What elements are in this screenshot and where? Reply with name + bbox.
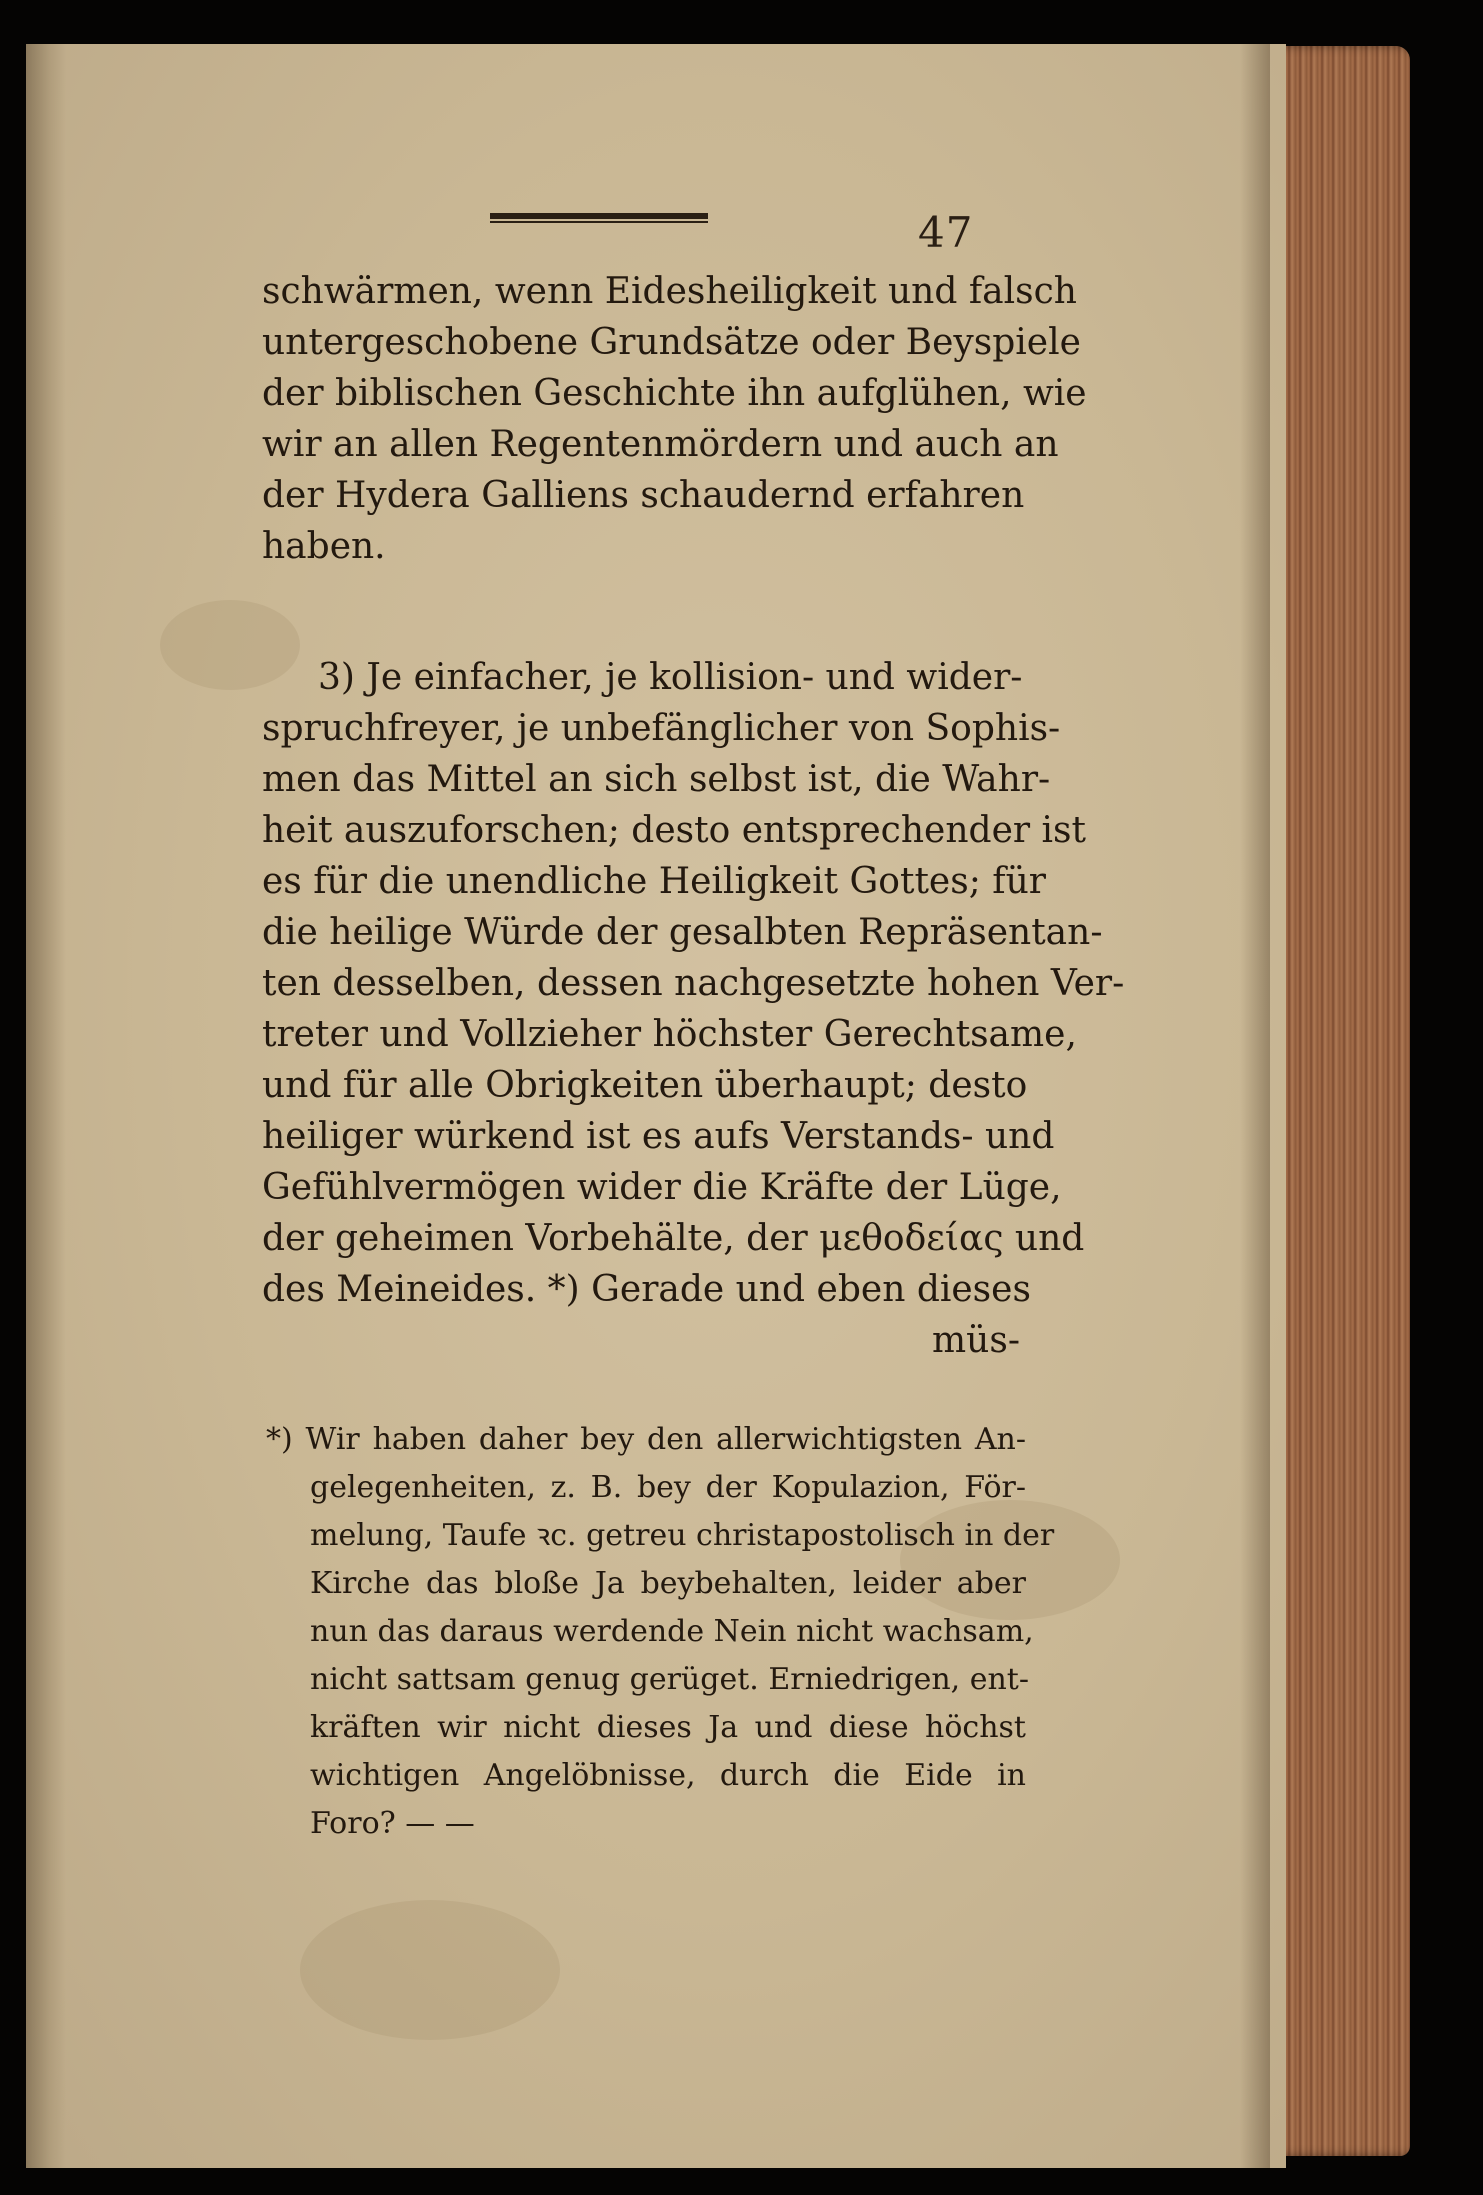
text-line: 3) Je einfacher, je kollision- und wider- bbox=[318, 657, 1023, 698]
footnote-line: kräften wir nicht dieses Ja und diese höchst bbox=[310, 1710, 1026, 1745]
footnote-line: *) Wir haben daher bey den allerwichtigsten An- bbox=[266, 1422, 1026, 1457]
text-line: spruchfreyer, je unbefänglicher von Sophis- bbox=[262, 708, 1061, 749]
footnote-line: Foro? — — bbox=[310, 1806, 475, 1841]
footnote-line: Kirche das bloße Ja beybehalten, leider aber bbox=[310, 1566, 1026, 1601]
header-rule bbox=[490, 213, 708, 223]
text-line: heit auszuforschen; desto entsprechender ist bbox=[262, 810, 1086, 851]
text-line: des Meineides. *) Gerade und eben dieses bbox=[262, 1269, 1031, 1310]
text-line: men das Mittel an sich selbst ist, die Wahr- bbox=[262, 759, 1051, 800]
text-line: der biblischen Geschichte ihn aufglühen, wie bbox=[262, 373, 1087, 414]
catchword: müs- bbox=[932, 1320, 1020, 1361]
paper-stain bbox=[160, 600, 300, 690]
text-line: der geheimen Vorbehälte, der μεθοδείας und bbox=[262, 1218, 1085, 1259]
text-line: die heilige Würde der gesalbten Repräsentan- bbox=[262, 912, 1103, 953]
text-line: der Hydera Galliens schaudernd erfahren bbox=[262, 475, 1025, 516]
paper-stain bbox=[300, 1900, 560, 2040]
text-line: untergeschobene Grundsätze oder Beyspiele bbox=[262, 322, 1081, 363]
text-line: wir an allen Regentenmördern und auch an bbox=[262, 424, 1059, 465]
text-line: und für alle Obrigkeiten überhaupt; desto bbox=[262, 1065, 1028, 1106]
text-line: heiliger würkend ist es aufs Verstands- und bbox=[262, 1116, 1055, 1157]
text-line: schwärmen, wenn Eidesheiligkeit und falsch bbox=[262, 271, 1077, 312]
text-line: es für die unendliche Heiligkeit Gottes; für bbox=[262, 861, 1046, 902]
text-line: treter und Vollzieher höchster Gerechtsame, bbox=[262, 1014, 1077, 1055]
footnote-line: melung, Taufe ꝛc. getreu christapostolisch in der bbox=[310, 1518, 1055, 1553]
page-gutter bbox=[26, 44, 66, 2168]
footnote-line: nicht sattsam genug gerüget. Erniedrigen, ent- bbox=[310, 1662, 1030, 1697]
text-line: Gefühlvermögen wider die Kräfte der Lüge, bbox=[262, 1167, 1062, 1208]
text-line: haben. bbox=[262, 526, 386, 567]
page-number: 47 bbox=[918, 208, 974, 257]
footnote-line: wichtigen Angelöbnisse, durch die Eide in bbox=[310, 1758, 1026, 1793]
text-line: ten desselben, dessen nachgesetzte hohen Ver- bbox=[262, 963, 1125, 1004]
footnote-line: nun das daraus werdende Nein nicht wachsam, bbox=[310, 1614, 1034, 1649]
page-edge-shadow bbox=[1240, 44, 1270, 2168]
footnote-line: gelegenheiten, z. B. bey der Kopulazion, För- bbox=[310, 1470, 1026, 1505]
